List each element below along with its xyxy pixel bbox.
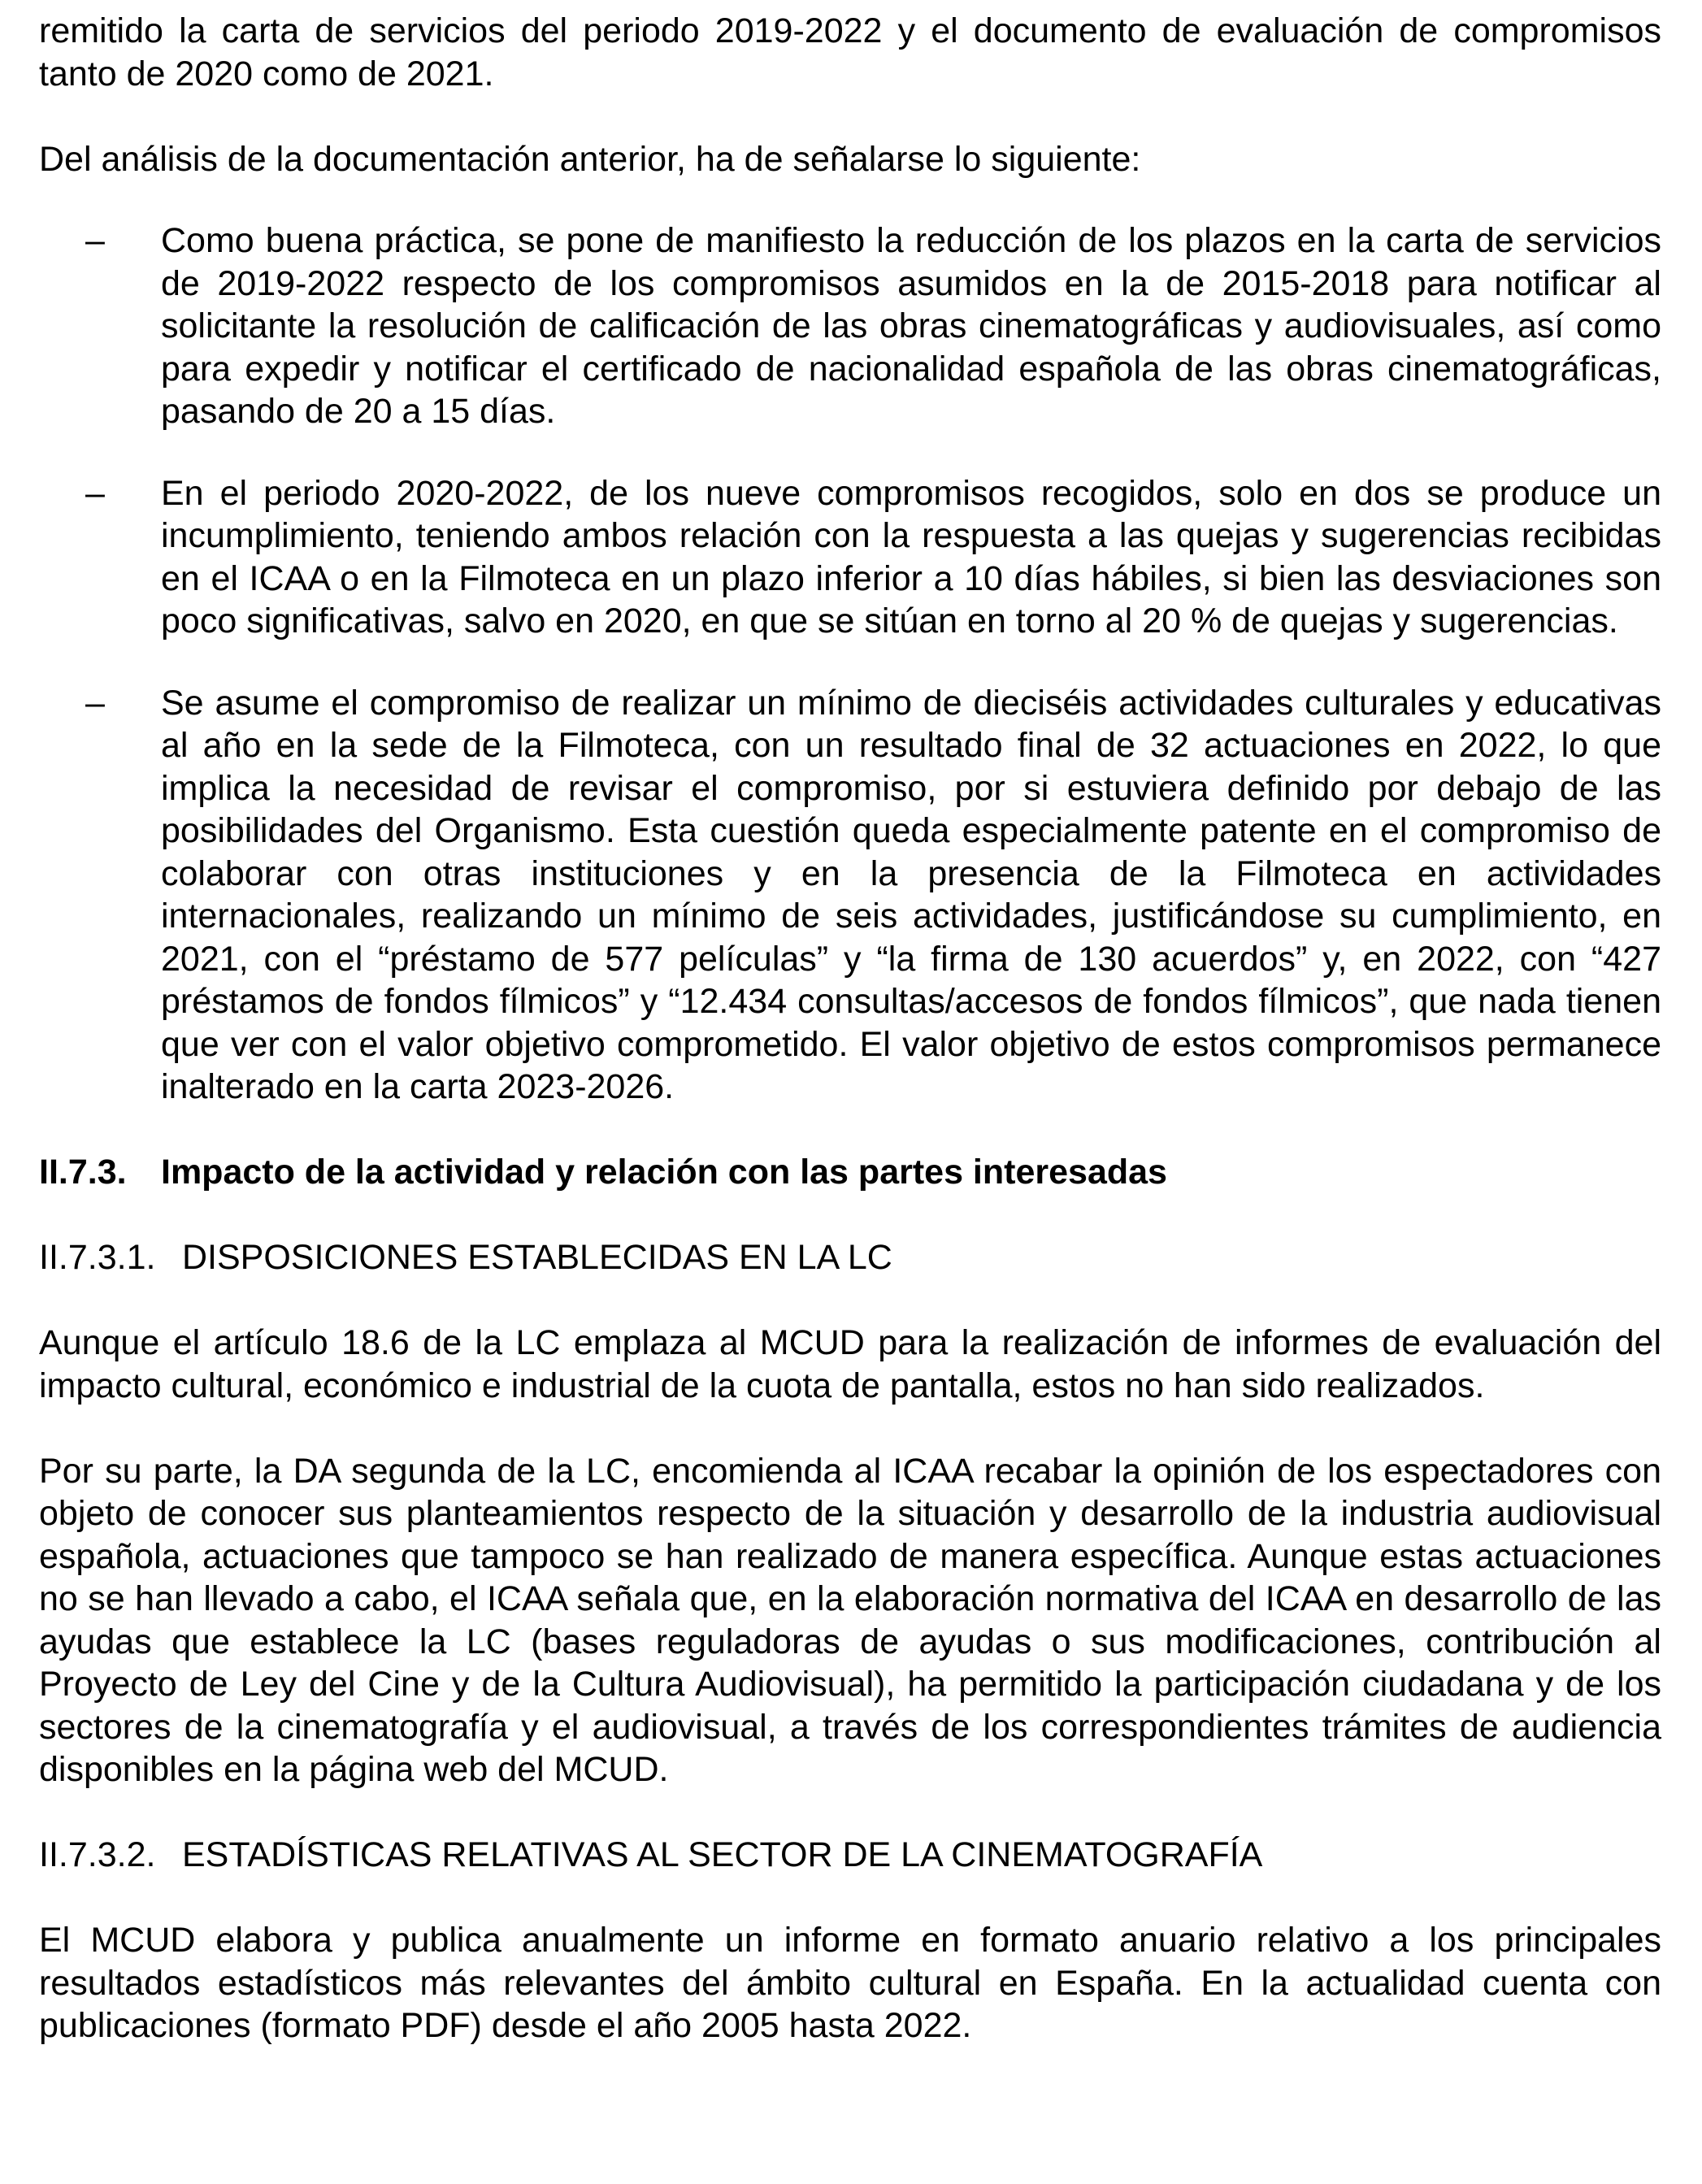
dash-bullet: – [85,221,105,260]
subsection-number: II.7.3.1. [39,1238,156,1277]
list-item [39,682,1661,1109]
document-page [39,10,1661,2047]
dash-bullet: – [85,683,105,723]
intro-paragraph-analysis: Del análisis de la documentación anterior, ha de señalarse lo siguiente: [39,139,1141,179]
list-item-text: En el periodo 2020-2022, de los nueve compromisos recogidos, solo en dos se produce un incumplimiento, teniendo ambos relación con la respuesta a las quejas y sugerencias recibidas en el ICAA o en la Filmoteca en un plazo inferior a 10 días hábiles, si bien las desviaciones son poco significativas, salvo en 2020, en que se sitúan en torno al 20 % de quejas y sugerencias. [161,473,1661,640]
section-title: Impacto de la actividad y relación con las partes interesadas [161,1153,1167,1192]
list-item [39,219,1661,433]
subsection-heading-7732 [39,1834,1661,1877]
dash-bullet: – [85,473,105,513]
list-item [39,472,1661,643]
subsection-title: ESTADÍSTICAS RELATIVAS AL SECTOR DE LA CINEMATOGRAFÍA [182,1835,1263,1874]
subsection-title: DISPOSICIONES ESTABLECIDAS EN LA LC [182,1238,892,1277]
subsection-heading-7731 [39,1236,1661,1279]
intro-paragraph-continuation: remitido la carta de servicios del periodo 2019-2022 y el documento de evaluación de compromisos tanto de 2020 como de 2021. [39,11,1661,93]
list-item-text: Como buena práctica, se pone de manifiesto la reducción de los plazos en la carta de servicios de 2019-2022 respecto de los compromisos asumidos en la de 2015-2018 para notificar al solicitante la resolución de calificación de las obras cinematográficas y audiovisuales, así como para expedir y notificar el certificado de nacionalidad española de las obras cinematográficas, pasando de 20 a 15 días. [161,221,1661,431]
subsection-number: II.7.3.2. [39,1835,156,1874]
section-number: II.7.3. [39,1153,127,1192]
section-heading-773 [39,1151,1661,1194]
paragraph-article-18-6: Aunque el artículo 18.6 de la LC emplaza al MCUD para la realización de informes de evaluación del impacto cultural, económico e industrial de la cuota de pantalla, estos no han sido realizados. [39,1323,1661,1405]
list-item-text: Se asume el compromiso de realizar un mínimo de dieciséis actividades culturales y educativas al año en la sede de la Filmoteca, con un resultado final de 32 actuaciones en 2022, lo que implica la necesidad de revisar el compromiso, por si estuviera definido por debajo de las posibilidades del Organismo. Esta cuestión queda especialmente patente en el compromiso de colaborar con otras instituciones y en la presencia de la Filmoteca en actividades internacionales, realizando un mínimo de seis actividades, justificándose su cumplimiento, en 2021, con el “préstamo de 577 películas” y “la firma de 130 acuerdos” y, en 2022, con “427 préstamos de fondos fílmicos” y “12.434 consultas/accesos de fondos fílmicos”, que nada tienen que ver con el valor objetivo comprometido. El valor objetivo de estos compromisos permanece inalterado en la carta 2023-2026. [161,683,1661,1106]
paragraph-da-segunda: Por su parte, la DA segunda de la LC, encomienda al ICAA recabar la opinión de los espectadores con objeto de conocer sus planteamientos respecto de la situación y desarrollo de la industria audiovisual española, actuaciones que tampoco se han realizado de manera específica. Aunque estas actuaciones no se han llevado a cabo, el ICAA señala que, en la elaboración normativa del ICAA en desarrollo de las ayudas que establece la LC (bases reguladoras de ayudas o sus modificaciones, contribución al Proyecto de Ley del Cine y de la Cultura Audiovisual), ha permitido la participación ciudadana y de los sectores de la cinematografía y el audiovisual, a través de los correspondientes trámites de audiencia disponibles en la página web del MCUD. [39,1451,1661,1789]
paragraph-anuario: El MCUD elabora y publica anualmente un informe en formato anuario relativo a los principales resultados estadísticos más relevantes del ámbito cultural en España. En la actualidad cuenta con publicaciones (formato PDF) desde el año 2005 hasta 2022. [39,1921,1661,2045]
